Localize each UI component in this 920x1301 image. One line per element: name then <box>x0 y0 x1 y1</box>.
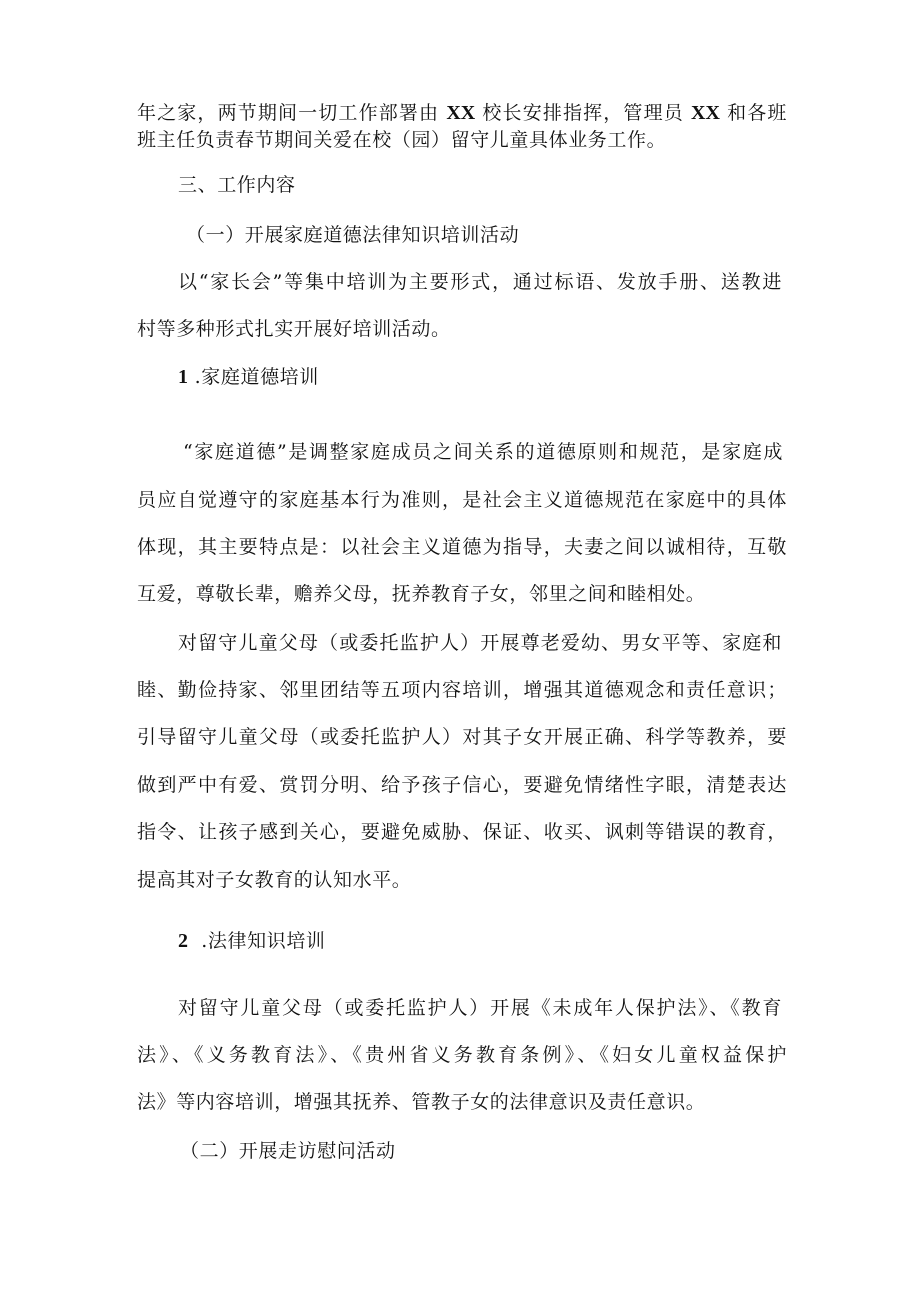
item-title: .家庭道德培训 <box>188 366 319 388</box>
section-heading: 三、工作内容 <box>178 174 296 196</box>
text-run: 校长安排指挥，管理员 <box>475 102 692 124</box>
item-number: 2 <box>178 930 188 952</box>
item-heading <box>178 929 828 953</box>
paragraph-line: 体现，其主要特点是：以社会主义道德为指导，夫妻之间以诚相待，互敬 <box>137 536 787 558</box>
paragraph-line: 对留守儿童父母（或委托监护人）开展尊老爱幼、男女平等、家庭和 <box>178 632 782 654</box>
paragraph-line: 指令、让孩子感到关心，要避免威胁、保证、收买、讽刺等错误的教育， <box>137 821 787 843</box>
item-title: .法律知识培训 <box>188 930 326 952</box>
paragraph-line: 引导留守儿童父母（或委托监护人）对其子女开展正确、科学等教养，要 <box>137 726 787 748</box>
paragraph-line: 法》、《义务教育法》、《贵州省义务教育条例》、《妇女儿童权益保护 <box>137 1044 787 1066</box>
subsection-heading: （一）开展家庭道德法律知识培训活动 <box>186 224 520 246</box>
paragraph-line: 做到严中有爱、赏罚分明、给予孩子信心，要避免情绪性字眼，清楚表达 <box>137 774 787 796</box>
paragraph-line: 班主任负责春节期间关爱在校（园）留守儿童具体业务工作。 <box>137 129 667 151</box>
subsection-heading: （二）开展走访慰问活动 <box>180 1140 396 1162</box>
placeholder-name: XX <box>446 102 476 124</box>
paragraph-line <box>137 101 787 125</box>
paragraph-line: 睦、勤俭持家、邻里团结等五项内容培训，增强其道德观念和责任意识； <box>137 679 787 701</box>
item-heading <box>178 365 828 389</box>
paragraph-line: 员应自觉遵守的家庭基本行为准则，是社会主义道德规范在家庭中的具体 <box>137 489 787 511</box>
paragraph-line: 法》等内容培训，增强其抚养、管教子女的法律意识及责任意识。 <box>137 1091 706 1113</box>
paragraph-line: 村等多种形式扎实开展好培训活动。 <box>137 318 451 340</box>
paragraph-line: 互爱，尊敬长辈，赡养父母，抚养教育子女，邻里之间和睦相处。 <box>137 583 706 605</box>
placeholder-name: XX <box>691 102 720 124</box>
paragraph-line: “家庭道德”是调整家庭成员之间关系的道德原则和规范，是家庭成 <box>183 441 783 463</box>
text-run: 和各班 <box>719 102 788 124</box>
paragraph-line: 对留守儿童父母（或委托监护人）开展《未成年人保护法》、《教育 <box>178 997 782 1019</box>
item-number: 1 <box>178 366 188 388</box>
paragraph-line: 提高其对子女教育的认知水平。 <box>137 869 412 891</box>
text-run: 年之家，两节期间一切工作部署由 <box>137 102 447 124</box>
paragraph-line: 以“家长会”等集中培训为主要形式，通过标语、发放手册、送教进 <box>178 271 782 293</box>
